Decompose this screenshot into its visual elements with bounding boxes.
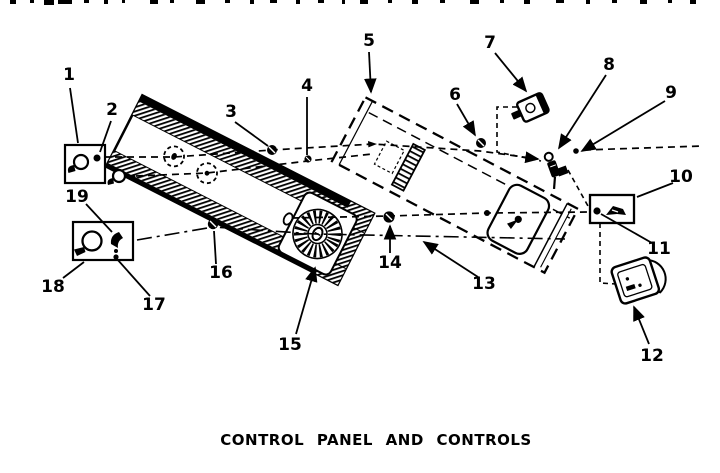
leader-6 [457,104,475,135]
callout-1: 1 [63,65,75,85]
clip-part-1 [74,155,88,169]
callout-12: 12 [640,346,664,366]
leader-17 [117,259,150,296]
leader-8 [559,75,606,148]
leader-3 [235,122,268,146]
dash-path-box10 [568,170,588,206]
callout-5: 5 [363,31,375,51]
callout-7: 7 [484,33,496,53]
callout-15: 15 [278,335,302,355]
rear-panel [332,97,578,272]
clip-8 [542,149,572,189]
callout-9: 9 [665,83,677,103]
knob-clip-box-1 [65,145,105,183]
screw-part-9 [573,148,579,154]
callout-10: 10 [669,167,693,187]
screw-part-2 [94,155,101,162]
leader-16 [214,231,216,264]
switch-12 [610,253,670,305]
callout-6: 6 [449,85,461,105]
screw-4 [304,155,311,162]
control-panel [106,95,374,284]
screw-3 [267,145,277,155]
callout-11: 11 [647,239,671,259]
screw-part-11 [593,207,600,214]
leader-15 [296,268,315,334]
leader-7 [495,53,526,91]
figure-title: CONTROL PANEL AND CONTROLS [220,431,532,449]
callout-2: 2 [106,100,118,120]
callout-16: 16 [209,263,233,283]
leader-10 [637,183,673,197]
leader-12 [634,307,649,344]
knob-box-18 [73,222,133,260]
callout-19: 19 [65,187,89,207]
screw-6 [476,138,486,148]
leader-18 [63,262,84,278]
stud-dot [484,210,490,216]
callout-18: 18 [41,277,65,297]
leader-5 [369,52,371,92]
leader-9 [582,101,665,151]
callout-14: 14 [378,253,402,273]
leader-1 [70,88,78,143]
screw-16 [208,219,218,229]
callout-8: 8 [603,55,615,75]
clip-box-10 [590,195,634,223]
cropped-text-fragments-strip [10,0,696,5]
callout-17: 17 [142,295,166,315]
callout-13: 13 [472,274,496,294]
callout-3: 3 [225,102,237,122]
dash-line-upper-right [584,146,702,150]
callout-4: 4 [301,76,313,96]
switch-bracket [392,144,425,191]
switch-7 [508,92,549,126]
screw-14 [383,211,394,222]
leader-13 [424,242,478,277]
mid-arrowhead [368,141,377,147]
